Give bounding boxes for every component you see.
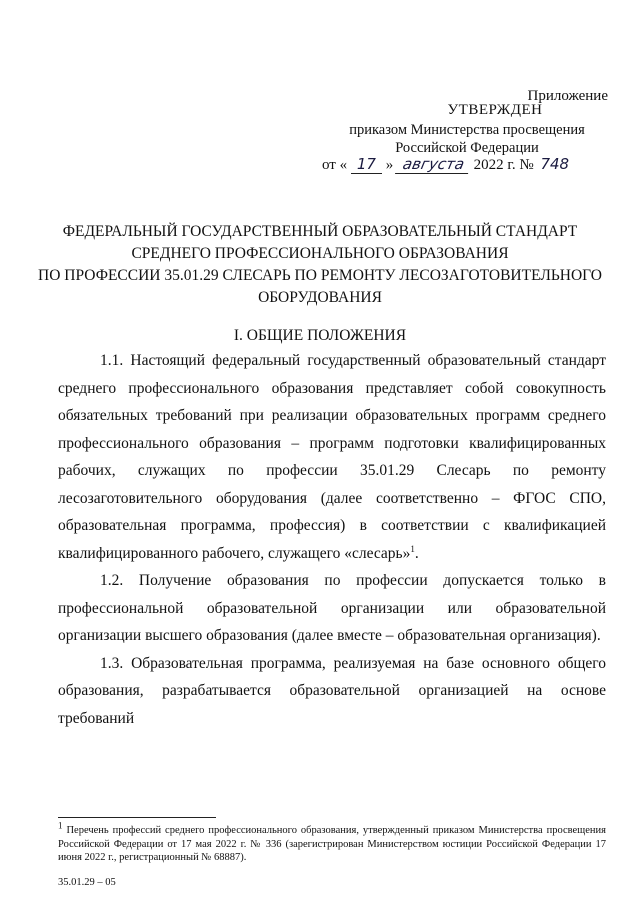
paragraph-1-1 xyxy=(58,347,606,567)
date-separator: » xyxy=(385,157,394,173)
order-line-2: Российской Федерации xyxy=(395,140,539,156)
title-line-2: СРЕДНЕГО ПРОФЕССИОНАЛЬНОГО ОБРАЗОВАНИЯ xyxy=(131,245,509,262)
footnote-text: Перечень профессий среднего профессионального образования, утвержденный приказом Министерства просвещения Российской Федерации от 17 мая 2022 г. № 336 (зарегистрирован Министерством юстиции Российской Федерации 17 июня 2022 г., регистрационный № 68887). xyxy=(58,825,606,863)
approved-title: УТВЕРЖДЕН xyxy=(447,102,543,118)
page-code: 35.01.29 – 05 xyxy=(58,877,116,888)
handwritten-month: августа xyxy=(395,155,472,174)
footnote-reference: 1 xyxy=(410,543,415,554)
title-line-1: ФЕДЕРАЛЬНЫЙ ГОСУДАРСТВЕННЫЙ ОБРАЗОВАТЕЛЬНЫЙ СТАНДАРТ xyxy=(62,223,578,240)
section-heading: I. ОБЩИЕ ПОЛОЖЕНИЯ xyxy=(233,327,407,344)
handwritten-day: 17 xyxy=(351,155,382,174)
order-reference xyxy=(322,121,612,157)
title-line-4: ОБОРУДОВАНИЯ xyxy=(258,289,382,306)
paragraph-1-3: 1.3. Образовательная программа, реализуемая на базе основного общего образования, разрабатывается образовательной организацией на основе требований xyxy=(58,654,606,727)
date-year: 2022 г. № xyxy=(473,157,534,173)
approval-stamp xyxy=(400,102,590,119)
order-line-1: приказом Министерства просвещения xyxy=(349,122,585,138)
order-date-line xyxy=(322,155,572,174)
paragraph-1-1-end: . xyxy=(414,544,419,562)
title-line-3: ПО ПРОФЕССИИ 35.01.29 СЛЕСАРЬ ПО РЕМОНТУ ЛЕСОЗАГОТОВИТЕЛЬНОГО xyxy=(38,267,602,284)
appendix-label: Приложение xyxy=(527,88,608,104)
handwritten-order-number: 748 xyxy=(540,155,570,173)
document-title xyxy=(30,221,610,309)
date-prefix: от « xyxy=(322,157,348,173)
footnote-divider xyxy=(58,817,216,818)
paragraph-1-1-text: 1.1. Настоящий федеральный государственный образовательный стандарт среднего профессионального образования представляет собой совокупность обязательных требований при реализации образовательных программ среднего профессионального образования – программ подготовки квалифицированных рабочих, служащих по профессии 35.01.29 Слесарь по ремонту лесозаготовительного оборудования (далее соответственно – ФГОС СПО, образовательная программа, профессия) в соответствии с квалификацией квалифицированного рабочего, служащего «слесарь» xyxy=(58,352,606,562)
footnote-mark: 1 xyxy=(58,820,63,831)
footnote xyxy=(58,820,606,865)
paragraph-1-2: 1.2. Получение образования по профессии допускается только в профессиональной образовательной организации или образовательной организации высшего образования (далее вместе – образовательная организация). xyxy=(58,572,606,644)
document-body xyxy=(58,347,606,732)
